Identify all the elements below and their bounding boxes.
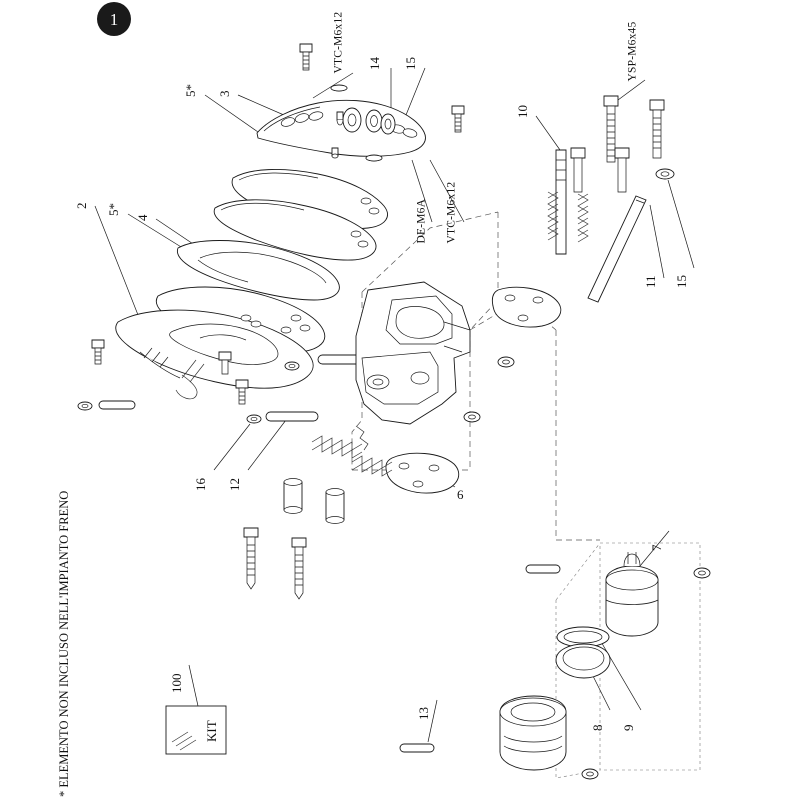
part-11-long-rod xyxy=(588,196,646,302)
part-10-bolt-c xyxy=(571,148,585,192)
callout-8: 8 xyxy=(590,724,605,731)
fastener-washer-b xyxy=(247,415,261,423)
callout-13: 13 xyxy=(416,707,431,720)
part-7-cylinder-head xyxy=(606,552,658,636)
fastener-pin-right-7 xyxy=(526,565,560,573)
part-15-washer-right xyxy=(656,169,674,179)
fastener-pin-15b xyxy=(366,155,382,161)
part-bush-a xyxy=(284,479,302,514)
callout-15-right: 15 xyxy=(674,275,689,288)
page-number-badge: 1 xyxy=(97,2,131,36)
callout-2: 2 xyxy=(74,202,89,209)
part-10-bolt-d xyxy=(615,148,629,192)
part-10-rail xyxy=(556,150,566,254)
part-code-vtc-m6x12-top: VTC-M6x12 xyxy=(332,11,345,74)
part-6-mount-plate-upper xyxy=(492,287,560,327)
fastener-washer-a xyxy=(78,402,92,410)
part-10-spring-b xyxy=(578,194,588,242)
callout-5-upper: 5* xyxy=(183,84,198,97)
callout-100-kit: 100 xyxy=(169,673,184,693)
part-code-ysp-m6x45: YSP-M6x45 xyxy=(626,21,639,82)
part-long-bolt-b xyxy=(292,538,306,599)
fastener-screw-mid xyxy=(452,106,464,132)
callout-11: 11 xyxy=(643,275,658,288)
fastener-washer-right-b xyxy=(582,769,598,779)
kit-label: KIT xyxy=(204,720,219,742)
callout-6: 6 xyxy=(457,487,464,502)
callout-4: 4 xyxy=(135,214,150,221)
fastener-washer-body-a xyxy=(498,357,514,367)
callout-14: 14 xyxy=(367,57,382,70)
fastener-de-m6a-top xyxy=(331,85,347,91)
part-8-seal xyxy=(556,644,610,678)
fastener-pin-13 xyxy=(400,744,434,752)
callout-15-top: 15 xyxy=(403,57,418,70)
fastener-pin-12 xyxy=(266,412,318,421)
callout-7: 7 xyxy=(649,544,664,551)
fastener-pin-15-top xyxy=(332,148,338,158)
part-6-mount-plate-lower xyxy=(386,453,459,493)
fastener-screw-left-lower xyxy=(236,380,248,404)
callout-5-lower: 5* xyxy=(106,203,121,216)
fastener-pin-14 xyxy=(337,112,343,125)
part-10-bolt-b xyxy=(650,100,664,158)
part-bush-b xyxy=(326,489,344,524)
part-code-vtc-m6x12-mid: VTC-M6x12 xyxy=(445,181,458,244)
fastener-pin-16 xyxy=(99,401,135,409)
footnote-note: * ELEMENTO NON INCLUSO NELL'IMPIANTO FRENO xyxy=(57,490,71,797)
callout-12: 12 xyxy=(227,478,242,491)
fastener-washer-body-b xyxy=(464,412,480,422)
part-3-upper-pad-carrier xyxy=(257,100,425,156)
fastener-washer-right-a xyxy=(694,568,710,578)
part-long-bolt-a xyxy=(244,528,258,589)
callout-16: 16 xyxy=(193,478,208,491)
fastener-washer-c xyxy=(285,362,299,370)
fastener-screw-16 xyxy=(92,340,104,364)
part-code-de-m6a: DE-M6A xyxy=(415,198,428,244)
callout-3: 3 xyxy=(217,90,232,97)
fastener-vtc-m6x12-top xyxy=(300,44,312,70)
callout-10: 10 xyxy=(515,105,530,118)
kit-box xyxy=(166,706,226,754)
part-6-caliper-body xyxy=(356,282,470,424)
callout-9: 9 xyxy=(621,724,636,731)
part-7-cylinder-body xyxy=(500,696,566,770)
